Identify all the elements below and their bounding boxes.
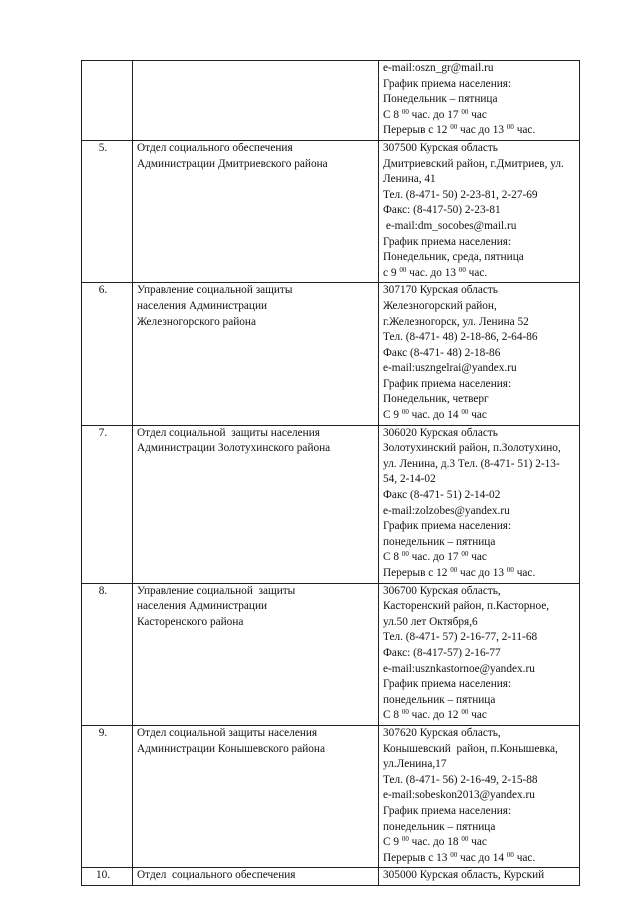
contact-line: Перерыв с 13 $^{00}$ час до 14 $^{00}$ час. <box>383 850 536 864</box>
organization-name <box>133 61 379 141</box>
contact-line: 305000 Курская область, Курский <box>383 869 545 882</box>
contact-line: График приема населения: <box>383 377 512 390</box>
contact-info <box>379 283 580 425</box>
contact-line: График приема населения: <box>383 235 512 248</box>
contact-line: Понедельник – пятница <box>383 93 498 106</box>
contact-line: Дмитриевский район, г.Дмитриев, ул. <box>383 157 564 170</box>
contact-info <box>379 61 580 141</box>
table-row <box>82 61 580 141</box>
contact-line: 306020 Курская область <box>383 426 498 439</box>
contact-line: Факс (8-471- 51) 2-14-02 <box>383 489 501 502</box>
contact-info <box>379 583 580 725</box>
contact-info <box>379 725 580 867</box>
organization-line: Касторенского района <box>137 615 244 628</box>
contact-line: С 9 $^{00}$ час. до 18 $^{00}$ час <box>383 835 487 849</box>
contact-line: Ленина, 41 <box>383 173 436 186</box>
organization-line: Отдел социального обеспечения <box>137 141 293 154</box>
row-number: 9. <box>82 725 133 867</box>
organization-line: населения Администрации <box>137 600 268 613</box>
row-number: 10. <box>82 868 133 886</box>
table-body <box>82 61 580 886</box>
organization-line: Администрации Золотухинского района <box>137 442 331 455</box>
contact-line: понедельник – пятница <box>383 693 496 706</box>
contact-line: Железногорский район, <box>383 299 497 312</box>
table-row <box>82 583 580 725</box>
contact-line: График приема населения: <box>383 678 512 691</box>
organization-name <box>133 140 379 282</box>
organization-line: Отдел социального обеспечения <box>137 869 296 882</box>
contact-line: Конышевский район, п.Конышевка, <box>383 742 558 755</box>
organization-line: Управление социальной защиты <box>137 584 296 597</box>
contact-line: С 8 $^{00}$ час. до 12 $^{00}$ час <box>383 708 487 722</box>
contact-info <box>379 868 580 886</box>
row-number <box>82 61 133 141</box>
contact-line: Тел. (8-471- 50) 2-23-81, 2-27-69 <box>383 188 538 201</box>
contact-line: График приема населения: <box>383 804 512 817</box>
contact-line: График приема населения: <box>383 77 512 90</box>
organization-line: Администрации Дмитриевского района <box>137 157 328 170</box>
contact-line: ул.50 лет Октября,6 <box>383 615 478 628</box>
contact-line: Золотухинский район, п.Золотухино, <box>383 442 561 455</box>
contact-line: Перерыв с 12 $^{00}$ час до 13 $^{00}$ час. <box>383 123 536 137</box>
contact-line: Перерыв с 12 $^{00}$ час до 13 $^{00}$ час. <box>383 566 536 579</box>
contact-line: 307170 Курская область <box>383 284 498 297</box>
contact-line: 306700 Курская область, <box>383 584 501 597</box>
contact-line: Касторенский район, п.Касторное, <box>383 600 550 613</box>
organization-line: Железногорского района <box>137 315 256 328</box>
organization-line: населения Администрации <box>137 299 268 312</box>
contact-line: 307620 Курская область, <box>383 726 501 739</box>
table-row <box>82 868 580 886</box>
contact-line: 307500 Курская область <box>383 141 498 154</box>
contact-line: Тел. (8-471- 57) 2-16-77, 2-11-68 <box>383 631 538 644</box>
organization-name <box>133 725 379 867</box>
contact-line: С 9 $^{00}$ час. до 14 $^{00}$ час <box>383 408 487 422</box>
contact-line: Факс: (8-417-57) 2-16-77 <box>383 646 501 659</box>
contact-line: e-mail:uszngelrai@yandex.ru <box>383 362 517 375</box>
organization-name <box>133 583 379 725</box>
contact-line: с 9 $^{00}$ час. до 13 $^{00}$ час. <box>383 265 488 279</box>
contact-info <box>379 425 580 583</box>
row-number: 7. <box>82 425 133 583</box>
row-number: 6. <box>82 283 133 425</box>
contact-line: e-mail:dm_socobes@mail.ru <box>383 219 517 232</box>
contact-line: e-mail:sobeskon2013@yandex.ru <box>383 789 535 802</box>
contact-line: e-mail:usznkastornoe@yandex.ru <box>383 662 535 675</box>
social-services-table <box>81 60 580 886</box>
contact-line: Тел. (8-471- 48) 2-18-86, 2-64-86 <box>383 331 538 344</box>
organization-line: Управление социальной защиты <box>137 284 293 297</box>
contact-info <box>379 140 580 282</box>
organization-line: Отдел социальной защиты населения <box>137 426 320 439</box>
organization-name <box>133 425 379 583</box>
contact-line: понедельник – пятница <box>383 820 496 833</box>
contact-line: Факс: (8-417-50) 2-23-81 <box>383 204 501 217</box>
contact-line: ул.Ленина,17 <box>383 758 447 771</box>
contact-line: График приема населения: <box>383 520 512 533</box>
table-row <box>82 140 580 282</box>
organization-line: Отдел социальной защиты населения <box>137 726 318 739</box>
organization-name <box>133 868 379 886</box>
contact-line: Факс (8-471- 48) 2-18-86 <box>383 346 501 359</box>
organization-line: Администрации Конышевского района <box>137 742 325 755</box>
contact-line: 54, 2-14-02 <box>383 473 436 486</box>
contact-line: Понедельник, четверг <box>383 393 489 406</box>
contact-line: Понедельник, среда, пятница <box>383 251 524 264</box>
row-number: 8. <box>82 583 133 725</box>
contact-line: С 8 $^{00}$ час. до 17 $^{00}$ час <box>383 550 487 564</box>
organization-name <box>133 283 379 425</box>
contact-line: e-mail:zolzobes@yandex.ru <box>383 504 510 517</box>
row-number: 5. <box>82 140 133 282</box>
contact-line: Тел. (8-471- 56) 2-16-49, 2-15-88 <box>383 773 538 786</box>
contact-line: понедельник – пятница <box>383 535 496 548</box>
table-row <box>82 283 580 425</box>
table-row <box>82 725 580 867</box>
table-row <box>82 425 580 583</box>
contact-line: e-mail:oszn_gr@mail.ru <box>383 62 494 74</box>
contact-line: С 8 $^{00}$ час. до 17 $^{00}$ час <box>383 107 487 121</box>
contact-line: ул. Ленина, д.3 Тел. (8-471- 51) 2-13- <box>383 457 560 470</box>
contact-line: г.Железногорск, ул. Ленина 52 <box>383 315 529 328</box>
